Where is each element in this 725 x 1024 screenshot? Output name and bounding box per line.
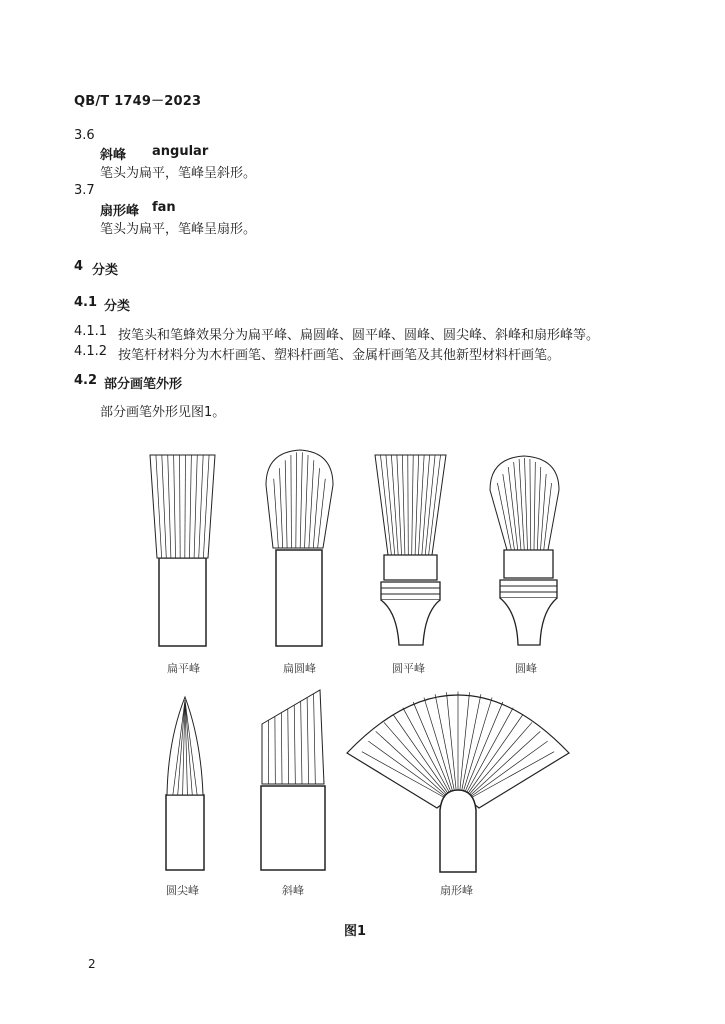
item-4-1-2-number: 4.1.2 — [74, 344, 108, 359]
section-4-2-number: 4.2 — [74, 373, 98, 388]
fan-brush-illustration — [347, 692, 569, 872]
item-4-1-1-text: 按笔头和笔蜂效果分为扁平峰、扁圆峰、圆平峰、圆峰、圆尖峰、斜峰和扇形峰等。 — [118, 328, 600, 343]
section-4-2-intro: 部分画笔外形见图1。 — [100, 405, 226, 420]
item-4-1-1-number: 4.1.1 — [74, 324, 108, 339]
section-4-number: 4 — [74, 259, 84, 274]
term-en-angular: angular — [152, 144, 209, 159]
standard-code: QB/T 1749－2023 — [74, 94, 202, 109]
caption-flat: 扁平峰 — [167, 662, 200, 675]
pointed-brush-illustration — [166, 697, 204, 870]
page-number: 2 — [88, 957, 96, 971]
caption-pointed: 圆尖峰 — [166, 884, 199, 897]
section-4-1-title: 分类 — [104, 299, 131, 314]
flat-round-brush-illustration — [266, 450, 333, 646]
caption-flat-round: 扁圆峰 — [283, 662, 316, 675]
term-zh-fan: 扇形峰 — [100, 204, 140, 219]
angular-brush-illustration — [261, 690, 325, 870]
figure-caption: 图1 — [344, 924, 367, 939]
definition-angular: 笔头为扁平，笔峰呈斜形。 — [100, 166, 257, 181]
round-flat-brush-illustration — [375, 455, 446, 645]
caption-round-flat: 圆平峰 — [392, 662, 425, 675]
caption-angular: 斜峰 — [282, 884, 304, 897]
section-4-1-number: 4.1 — [74, 295, 98, 310]
term-en-fan: fan — [152, 200, 176, 215]
clause-number-3-7: 3.7 — [74, 183, 95, 198]
caption-fan: 扇形峰 — [440, 884, 473, 897]
caption-round: 圆峰 — [515, 662, 537, 675]
clause-number-3-6: 3.6 — [74, 128, 95, 143]
section-4-title: 分类 — [92, 263, 119, 278]
round-brush-illustration — [490, 456, 559, 645]
definition-fan: 笔头为扁平，笔峰呈扇形。 — [100, 222, 257, 237]
item-4-1-2-text: 按笔杆材料分为木杆画笔、塑料杆画笔、金属杆画笔及其他新型材料杆画笔。 — [118, 348, 561, 363]
section-4-2-title: 部分画笔外形 — [104, 377, 183, 392]
term-zh-angular: 斜峰 — [100, 148, 127, 163]
flat-brush-illustration — [150, 455, 215, 646]
